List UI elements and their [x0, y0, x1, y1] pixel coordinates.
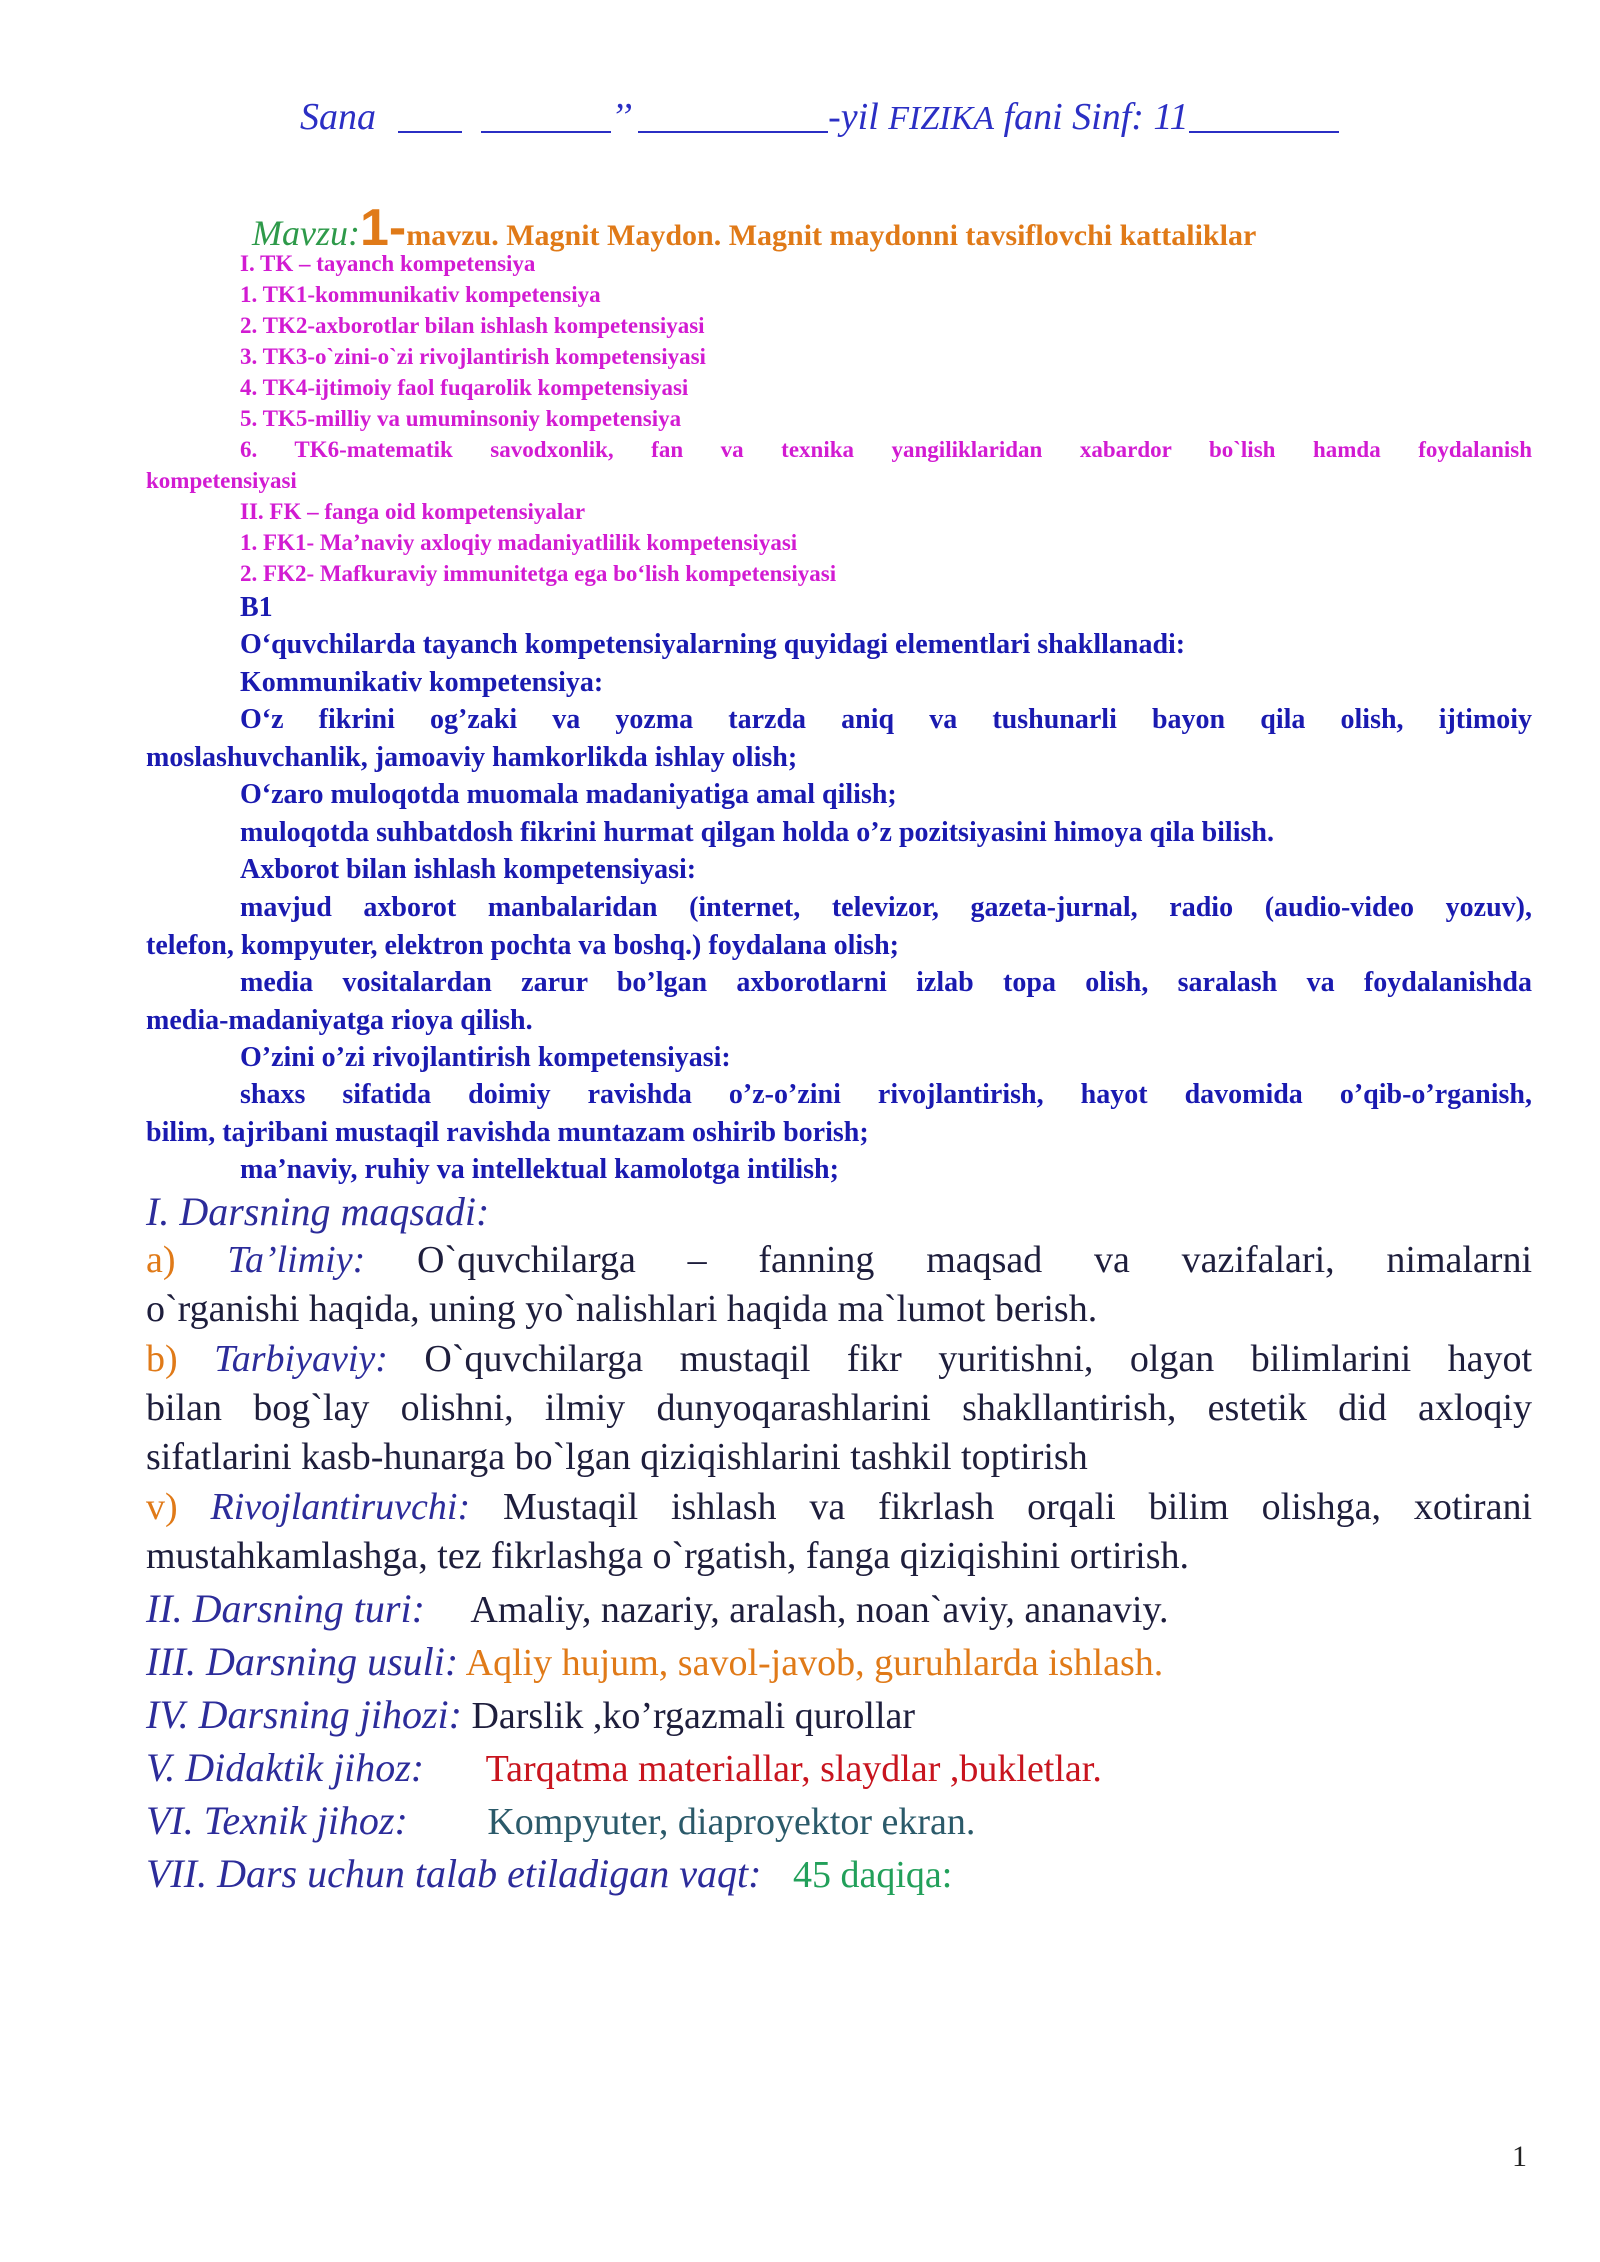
tk-title: I. TK – tayanch kompetensiya [240, 251, 536, 276]
b1-intro: O‘quvchilarda tayanch kompetensiyalarning quyidagi elementlari shakllanadi: [240, 629, 1186, 660]
fk2-item: 2. FK2- Mafkuraviy immunitetga ega bo‘lish kompetensiyasi [240, 561, 837, 586]
fk1-item: 1. FK1- Ma’naviy axloqiy madaniyatlilik kompetensiyasi [240, 530, 798, 555]
axb-item-1-line-1: mavjud axborot manbalaridan (internet, televizor, gazeta-jurnal, radio (audio-video yozuv), [240, 892, 1532, 923]
lesson-type-value: Amaliy, nazariy, aralash, noan`aviy, ananaviy. [470, 1589, 1169, 1631]
lesson-type-label: II. Darsning turi: [146, 1586, 425, 1631]
axb-title: Axborot bilan ishlash kompetensiyasi: [240, 854, 697, 885]
didactic-equipment-row [146, 1743, 1102, 1794]
year-blank [638, 101, 828, 133]
day-blank [398, 101, 462, 133]
lesson-equipment-row [146, 1690, 915, 1741]
fk-title: II. FK – fanga oid kompetensiyalar [240, 499, 586, 524]
yil-label: -yil [828, 96, 879, 138]
riv-item-1 [146, 1076, 1532, 1151]
goal-b-letter: b) [146, 1338, 178, 1380]
b1-code: B1 [240, 592, 273, 623]
quote-mark: ’’ [611, 96, 633, 138]
axb-item-2 [146, 964, 1532, 1039]
komm-item-1-line-1: O‘z fikrini og’zaki va yozma tarzda aniq va tushunarli bayon qila olish, ijtimoiy [240, 704, 1532, 735]
tk6-item [146, 434, 1532, 496]
sana-label: Sana [300, 96, 376, 138]
goal-b-text-3: sifatlarini kasb-hunarga bo`lgan qiziqishlarini tashkil toptirish [146, 1436, 1088, 1478]
lesson-equipment-label: IV. Darsning jihozi: [146, 1692, 462, 1737]
lesson-method-value: Aqliy hujum, savol-javob, guruhlarda ishlash. [465, 1642, 1164, 1684]
riv-title: O’zini o’zi rivojlantirish kompetensiyasi: [240, 1042, 731, 1073]
riv-item-1-line-1: shaxs sifatida doimiy ravishda o’z-o’zini rivojlantirish, hayot davomida o’qib-o’rganish, [240, 1079, 1532, 1110]
goal-upbringing [146, 1335, 1532, 1482]
goal-a-letter: a) [146, 1239, 176, 1281]
tk6-line-2: kompetensiyasi [146, 468, 297, 493]
topic-title: mavzu. Magnit Maydon. Magnit maydonni tavsiflovchi kattaliklar [406, 219, 1257, 252]
tk6-line-1: 6. TK6-matematik savodxonlik, fan va texnika yangiliklaridan xabardor bo`lish hamda foydalanish [240, 437, 1532, 462]
riv-item-2: ma’naviy, ruhiy va intellektual kamolotga intilish; [240, 1154, 839, 1185]
goal-v-letter: v) [146, 1486, 178, 1528]
class-blank [1189, 101, 1339, 133]
goal-a-label: Ta’limiy: [227, 1239, 366, 1281]
riv-item-1-line-2: bilim, tajribani mustaqil ravishda muntazam oshirib borish; [146, 1116, 869, 1148]
tk5-item: 5. TK5-milliy va umuminsoniy kompetensiya [240, 406, 682, 431]
komm-item-1-line-2: moslashuvchanlik, jamoaviy hamkorlikda ishlay olish; [146, 741, 798, 773]
goal-b-text-2: bilan bog`lay olishni, ilmiy dunyoqarashlarini shakllantirish, estetik did axloqiy [146, 1387, 1532, 1429]
lesson-method-row [146, 1637, 1163, 1688]
maqsad-heading: I. Darsning maqsadi: [146, 1189, 490, 1234]
tk4-item: 4. TK4-ijtimoiy faol fuqarolik kompetensiyasi [240, 375, 689, 400]
goal-educational [146, 1236, 1532, 1334]
technical-equipment-row [146, 1796, 975, 1847]
date-line [300, 95, 1339, 139]
month-blank [481, 101, 611, 133]
lesson-equipment-value: Darslik ,ko’rgazmali qurollar [471, 1695, 916, 1737]
didactic-equipment-value: Tarqatma materiallar, slaydlar ,bukletlar. [485, 1748, 1102, 1790]
fani-sinf-label: fani Sinf: 11 [1003, 96, 1189, 138]
technical-equipment-value: Kompyuter, diaproyektor ekran. [487, 1801, 976, 1843]
lesson-time-value: 45 daqiqa: [792, 1854, 953, 1896]
tk3-item: 3. TK3-o`zini-o`zi rivojlantirish kompetensiyasi [240, 344, 706, 369]
goal-developmental [146, 1483, 1532, 1581]
komm-item-3: muloqotda suhbatdosh fikrini hurmat qilgan holda o’z pozitsiyasini himoya qila bilish. [240, 817, 1274, 848]
goal-b-label: Tarbiyaviy: [214, 1338, 388, 1380]
axb-item-1 [146, 889, 1532, 964]
didactic-equipment-label: V. Didaktik jihoz: [146, 1745, 425, 1790]
topic-number: 1- [359, 199, 407, 257]
komm-item-2: O‘zaro muloqotda muomala madaniyatiga amal qilish; [240, 779, 897, 810]
page-number: 1 [1512, 2140, 1527, 2173]
lesson-type-row [146, 1584, 1169, 1635]
subject-name: FIZIKA [888, 100, 995, 137]
axb-item-1-line-2: telefon, kompyuter, elektron pochta va boshq.) foydalana olish; [146, 929, 899, 961]
komm-title: Kommunikativ kompetensiya: [240, 667, 604, 698]
lesson-method-label: III. Darsning usuli: [146, 1639, 459, 1684]
axb-item-2-line-1: media vositalardan zarur bo’lgan axborotlarni izlab topa olish, saralash va foydalanishda [240, 967, 1532, 998]
tk1-item: 1. TK1-kommunikativ kompetensiya [240, 282, 601, 307]
goal-v-text-2: mustahkamlashga, tez fikrlashga o`rgatish, fanga qiziqishini ortirish. [146, 1535, 1189, 1577]
lesson-time-label: VII. Dars uchun talab etiladigan vaqt: [146, 1851, 762, 1896]
goal-a-text-2: o`rganishi haqida, uning yo`nalishlari haqida ma`lumot berish. [146, 1288, 1098, 1330]
goal-b-text-1: O`quvchilarga mustaqil fikr yuritishni, olgan bilimlarini hayot [424, 1338, 1533, 1380]
topic-label: Mavzu: [252, 213, 360, 253]
technical-equipment-label: VI. Texnik jihoz: [146, 1798, 408, 1843]
tk2-item: 2. TK2-axborotlar bilan ishlash kompetensiyasi [240, 313, 705, 338]
axb-item-2-line-2: media-madaniyatga rioya qilish. [146, 1004, 533, 1036]
komm-item-1 [146, 701, 1532, 776]
lesson-time-row [146, 1849, 952, 1900]
goal-a-text-1: O`quvchilarga – fanning maqsad va vazifalari, nimalarni [417, 1239, 1533, 1281]
goal-v-label: Rivojlantiruvchi: [210, 1486, 471, 1528]
goal-v-text-1: Mustaqil ishlash va fikrlash orqali bilim olishga, xotirani [503, 1486, 1533, 1528]
